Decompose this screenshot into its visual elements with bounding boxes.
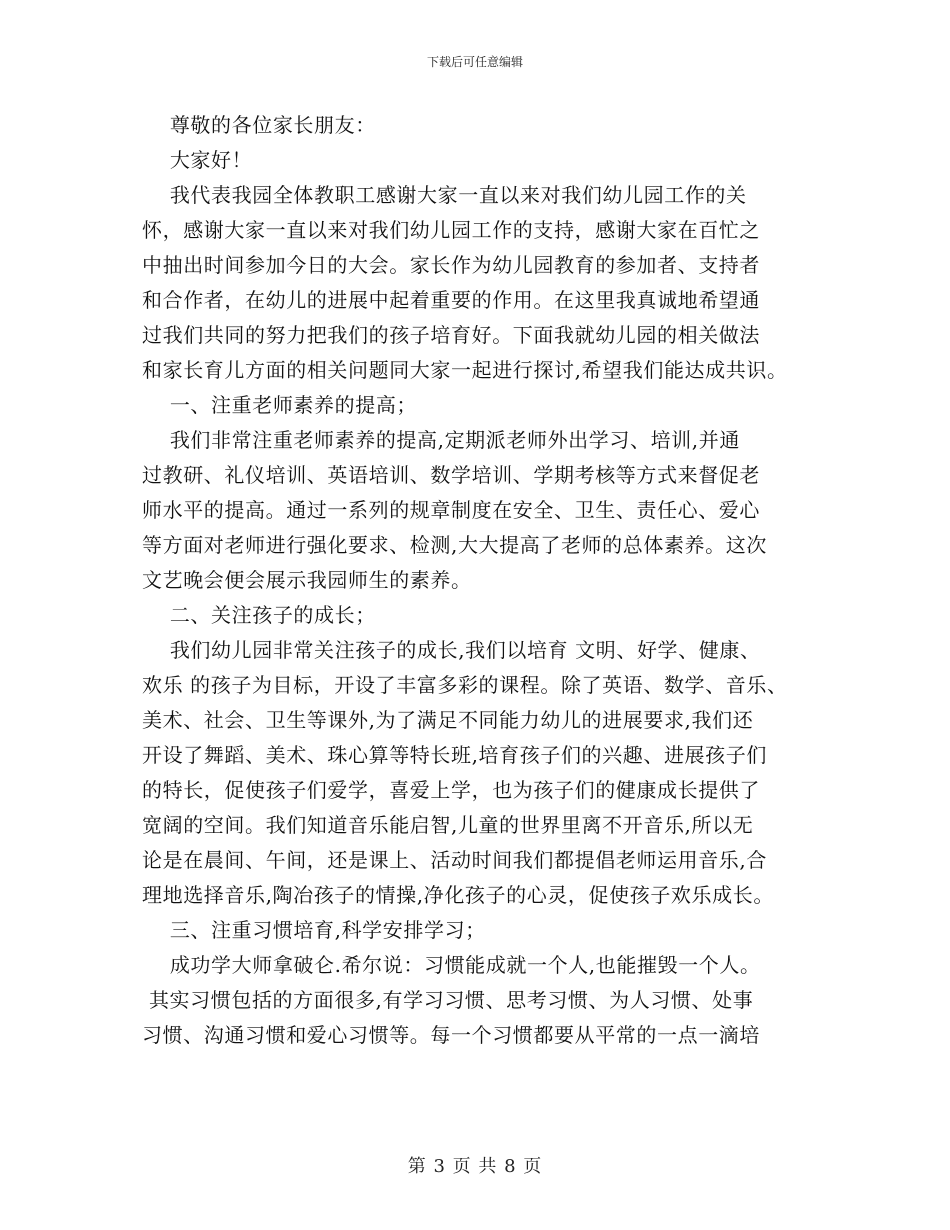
text-line: 中抽出时间参加今日的大会。家长作为幼儿园教育的参加者、支持者 <box>142 253 760 277</box>
section-heading: 一、注重老师素养的提高； <box>142 393 418 417</box>
text-line: 师水平的提高。通过一系列的规章制度在安全、卫生、责任心、爱心 <box>142 498 760 522</box>
text-line: 我代表我园全体教职工感谢大家一直以来对我们幼儿园工作的关 <box>142 183 747 207</box>
text-line: 文艺晚会便会展示我园师生的素养。 <box>142 568 472 592</box>
text-line: 我们非常注重老师素养的提高,定期派老师外出学习、培训,并通 <box>142 428 740 452</box>
page-header: 下载后可任意编辑 <box>426 55 523 69</box>
document-body <box>142 108 832 1053</box>
text-line: 美术、社会、卫生等课外,为了满足不同能力幼儿的进展要求,我们还 <box>142 708 754 732</box>
text-line: 怀，感谢大家一直以来对我们幼儿园工作的支持，感谢大家在百忙之 <box>142 218 760 242</box>
text-line: 我们幼儿园非常关注孩子的成长,我们以培育 文明、好学、健康、 <box>142 638 761 662</box>
text-line: 欢乐 的孩子为目标，开设了丰富多彩的课程。除了英语、数学、音乐、 <box>142 673 788 697</box>
section-heading: 二、关注孩子的成长； <box>142 603 376 627</box>
text-line: 尊敬的各位家长朋友： <box>142 113 376 137</box>
text-line: 过教研、礼仪培训、英语培训、数学培训、学期考核等方式来督促老 <box>142 463 760 487</box>
text-line: 和家长育儿方面的相关问题同大家一起进行探讨,希望我们能达成共识。 <box>142 358 788 382</box>
text-line: 成功学大师拿破仑.希尔说：习惯能成就一个人,也能摧毁一个人。 <box>142 953 761 977</box>
text-line: 大家好！ <box>142 148 253 172</box>
page-number-footer: 第 3 页 共 8 页 <box>407 1156 543 1177</box>
text-line: 论是在晨间、午间，还是课上、活动时间我们都提倡老师运用音乐,合 <box>142 848 767 872</box>
text-line: 等方面对老师进行强化要求、检测,大大提高了老师的总体素养。这次 <box>142 533 767 557</box>
text-line: 习惯、沟通习惯和爱心习惯等。每一个习惯都要从平常的一点一滴培 <box>142 1023 760 1047</box>
text-line: 开设了舞蹈、美术、珠心算等特长班,培育孩子们的兴趣、进展孩子们 <box>142 743 767 767</box>
text-line: 宽阔的空间。我们知道音乐能启智,儿童的世界里离不开音乐,所以无 <box>142 813 754 837</box>
section-heading: 三、注重习惯培育,科学安排学习； <box>142 918 486 942</box>
text-line: 和合作者，在幼儿的进展中起着重要的作用。在这里我真诚地希望通 <box>142 288 760 312</box>
text-line: 过我们共同的努力把我们的孩子培育好。下面我就幼儿园的相关做法 <box>142 323 760 347</box>
text-line: 的特长，促使孩子们爱学，喜爱上学，也为孩子们的健康成长提供了 <box>142 778 760 802</box>
text-line: 其实习惯包括的方面很多,有学习习惯、思考习惯、为人习惯、处事 <box>142 988 754 1012</box>
text-line: 理地选择音乐,陶冶孩子的情操,净化孩子的心灵，促使孩子欢乐成长。 <box>142 883 774 907</box>
